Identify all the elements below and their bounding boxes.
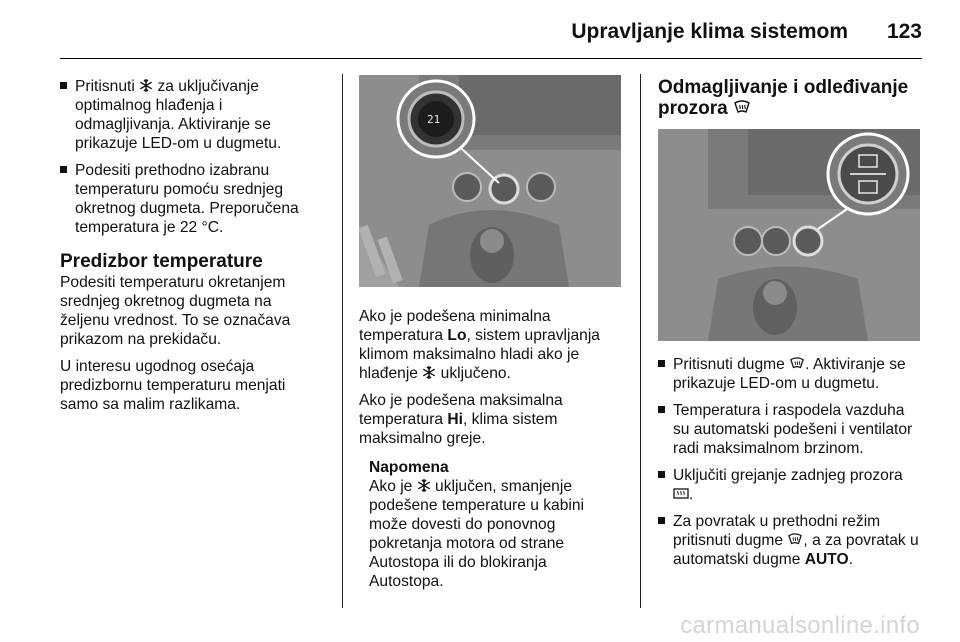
section-heading: Predizbor temperature — [60, 251, 263, 272]
rear-window-heat-icon — [673, 487, 689, 501]
snowflake-icon — [139, 78, 153, 93]
temperature-display: 21 — [427, 113, 441, 126]
page-header-title: Upravljanje klima sistemom — [571, 20, 848, 43]
dashboard-drawing — [658, 129, 920, 341]
bullet-square — [658, 360, 665, 367]
list-item: Za povratak u prethodni režim pritisnuti dugme , a za povratak u automatski dugme AUTO. — [658, 512, 922, 569]
paragraph: Podesiti temperaturu okretanjem srednjeg okretnog dugmeta na željenu vrednost. To se označava prikazom na prekidaču. — [60, 274, 291, 348]
defrost-button-illustration — [658, 129, 920, 341]
windshield-defrost-icon — [787, 533, 803, 547]
paragraph: Ako je podešena minimalna temperatura Lo, sistem upravljanja klimom maksimalno hladi ako je hlađenje uključeno. — [359, 308, 600, 382]
list-item: Uključiti grejanje zadnjeg prozora . — [658, 466, 922, 504]
paragraph: U interesu ugodnog osećaja predizbornu temperaturu menjati samo sa malim razlikama. — [60, 358, 286, 413]
column-2 — [359, 75, 624, 591]
dashboard-drawing — [359, 75, 621, 287]
climate-control-knob-illustration — [359, 75, 621, 287]
windshield-defrost-icon — [789, 357, 805, 371]
list-item: Pritisnuti za uključivanje optimalnog hlađenja i odmagljivanja. Aktiviranje se prikazuje LED-om u dugmetu. — [60, 77, 315, 153]
bullet-square — [60, 166, 67, 173]
note-title: Napomena — [369, 459, 449, 476]
column-3 — [658, 75, 922, 577]
note-box: Napomena Ako je uključen, smanjenje podešene temperature u kabini može dovesti do ponovnog pokretanja motora od strane Autostopa ili do blokiranja Autostopa. — [359, 458, 624, 591]
section-heading: Odmagljivanje i odleđivanje prozora — [658, 77, 909, 119]
column-divider-1 — [342, 74, 343, 608]
bullet-square — [658, 471, 665, 478]
snowflake-icon — [422, 365, 436, 380]
watermark[interactable]: carmanualsonline.info — [680, 612, 920, 639]
column-1 — [60, 77, 315, 422]
list-item: Podesiti prethodno izabranu temperaturu pomoću srednjeg okretnog dugmeta. Preporučena temperatura je 22 °C. — [60, 161, 315, 237]
bullet-square — [658, 406, 665, 413]
paragraph: Ako je podešena maksimalna temperatura Hi, klima sistem maksimalno greje. — [359, 392, 563, 447]
bullet-square — [658, 517, 665, 524]
bullet-square — [60, 82, 67, 89]
list-item: Pritisnuti dugme . Aktiviranje se prikazuje LED-om u dugmetu. — [658, 355, 922, 393]
list-item: Temperatura i raspodela vazduha su automatski podešeni i ventilator radi maksimalnom brzinom. — [658, 401, 922, 458]
column-divider-2 — [640, 74, 641, 608]
page-number: 123 — [886, 20, 922, 43]
snowflake-icon — [417, 478, 431, 493]
header-rule — [60, 58, 922, 59]
windshield-defrost-icon — [733, 100, 751, 116]
